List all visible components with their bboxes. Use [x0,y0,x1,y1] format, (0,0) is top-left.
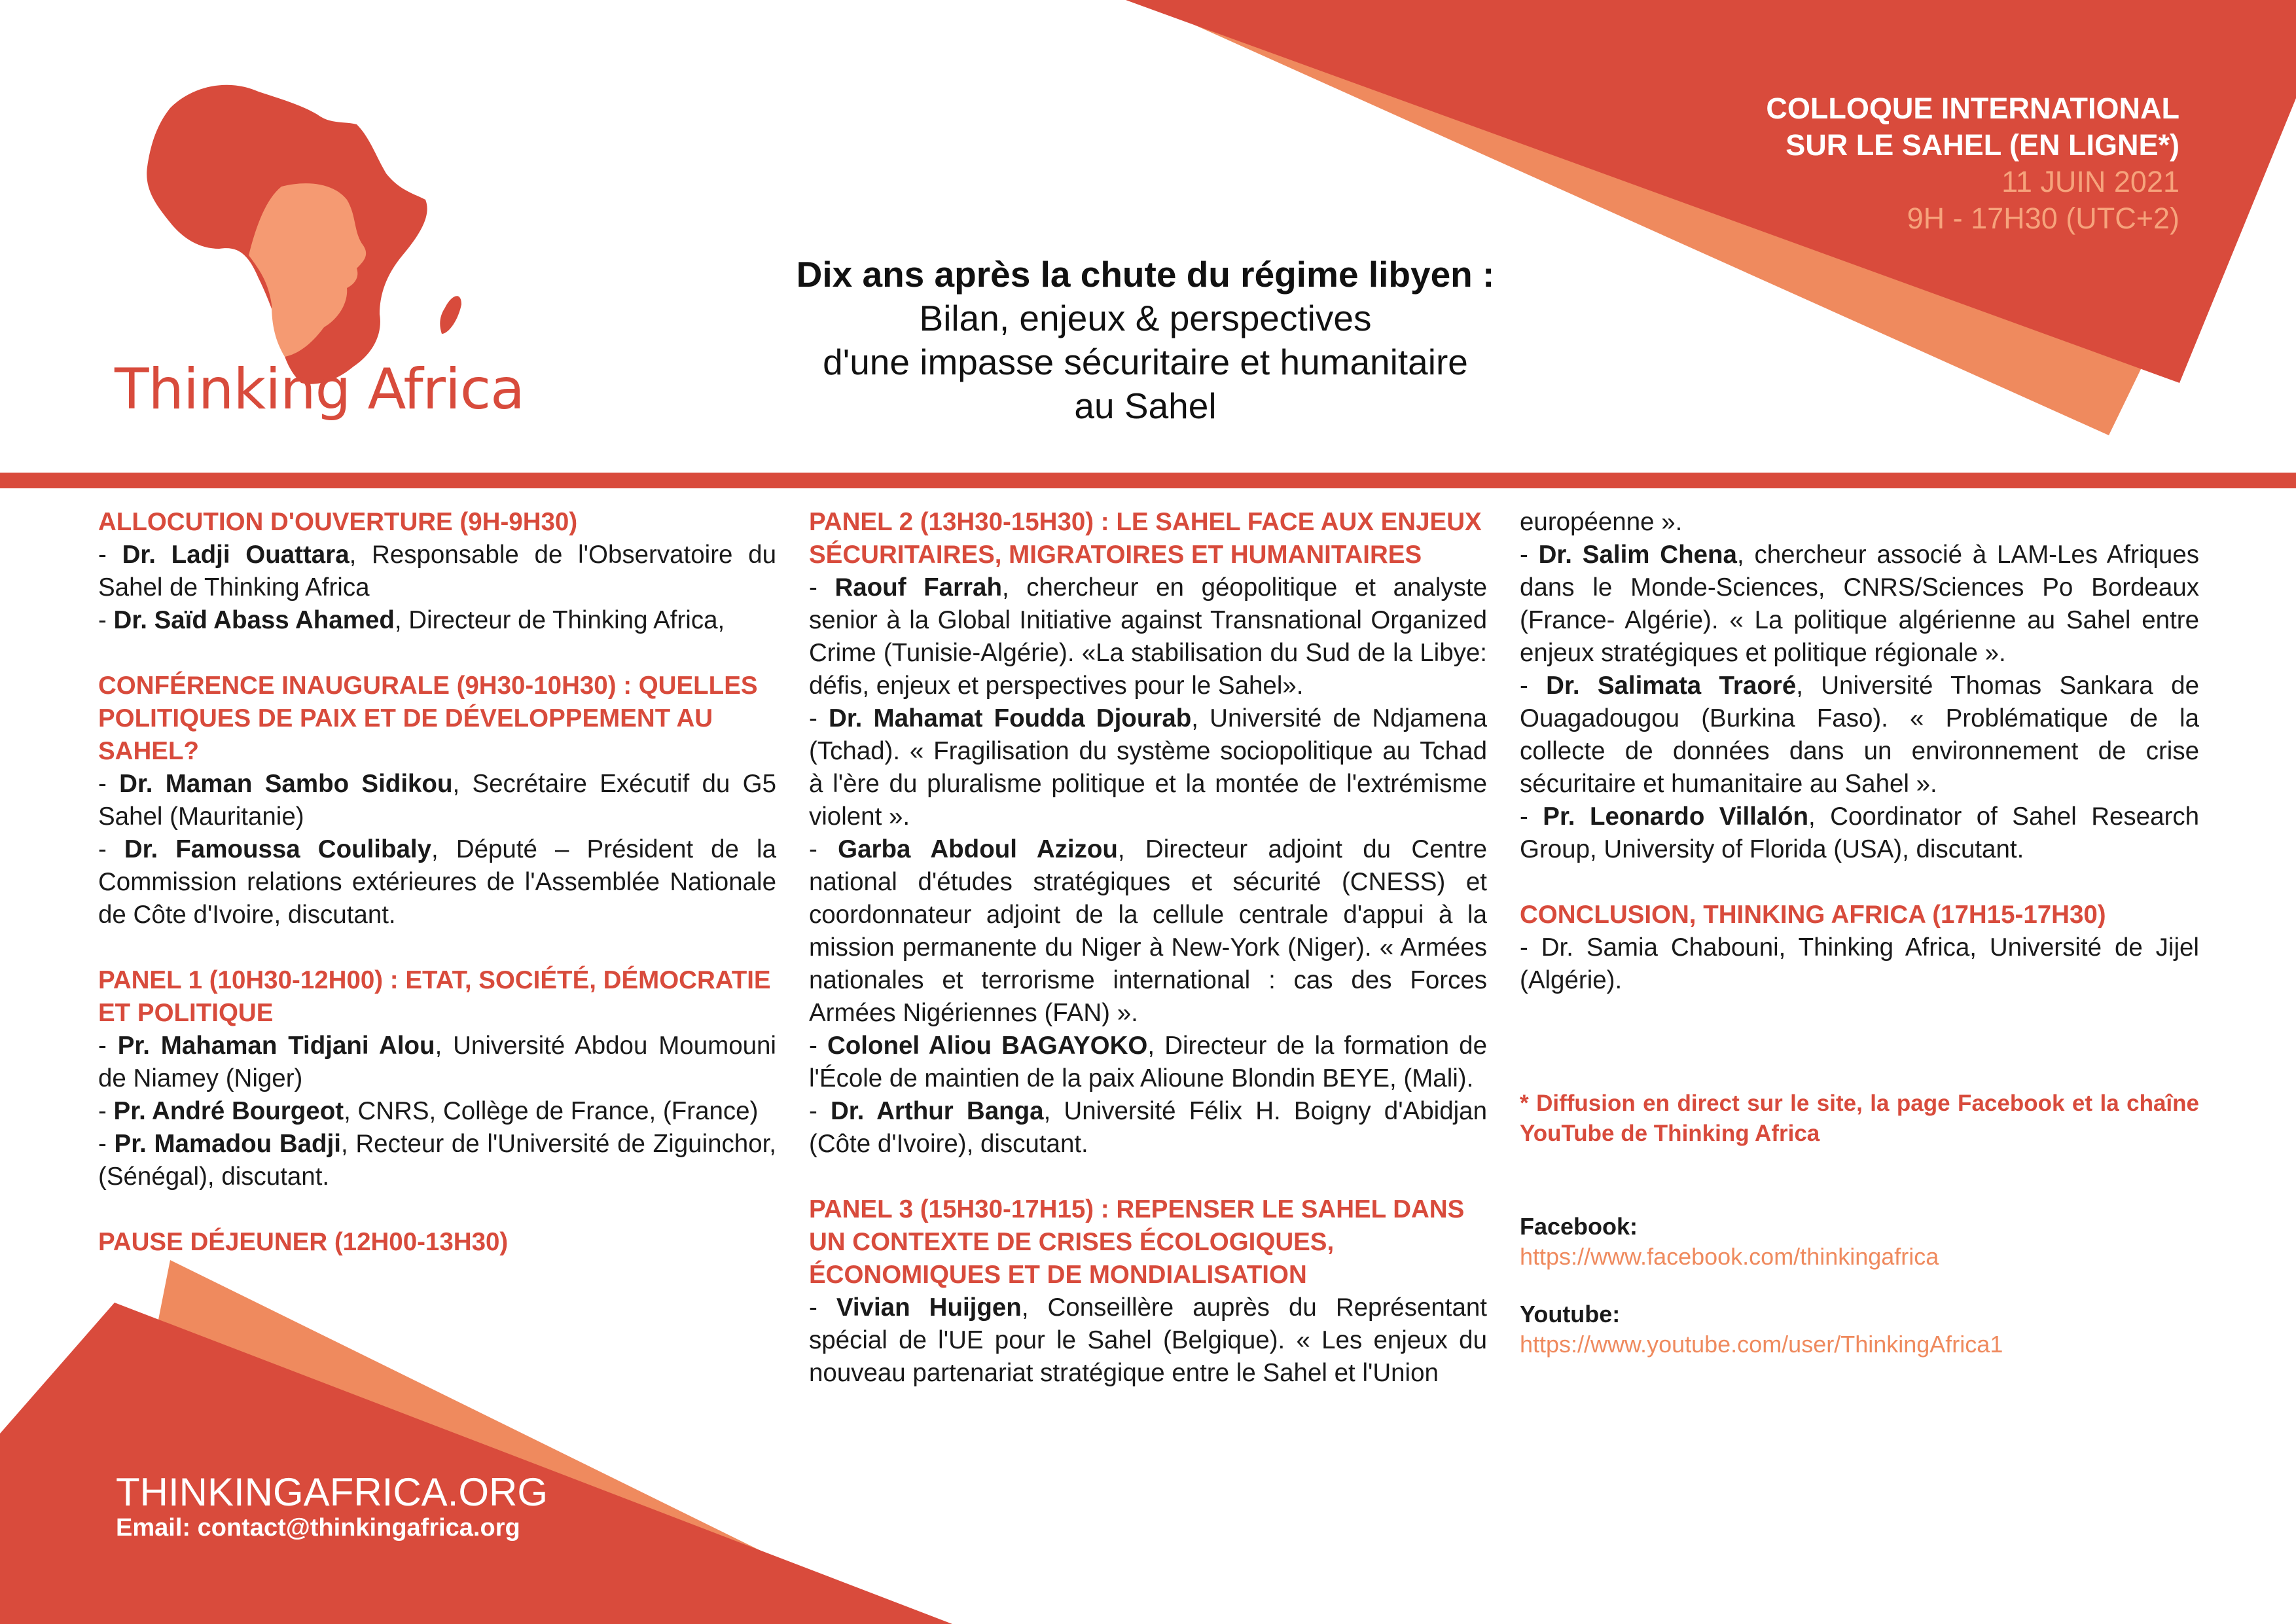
program-column-3 [1520,506,2199,1360]
facebook-link[interactable]: https://www.facebook.com/thinkingafrica [1520,1243,1939,1270]
speaker-details: , Recteur de l'Université de Ziguinchor, (Sénégal), discutant. [98,1130,776,1191]
program-column-1 [98,506,776,1259]
speaker-details: , Directeur adjoint du Centre national d'études stratégiques et sécurité (CNESS) et coordonnateur adjoint de la cellule centrale d'appui à la mission permanente du Niger à New-York (Niger). « Armées nationales et terrorisme international : cas des Forces Armées Nigériennes (FAN) ». [809,835,1487,1027]
speaker-name: Colonel Aliou BAGAYOKO [827,1032,1148,1060]
speaker-name: Pr. Mamadou Badji [114,1130,341,1158]
speaker-name: Dr. Arthur Banga [831,1097,1044,1125]
speaker-details: , Responsable de l'Observatoire du Sahel de Thinking Africa [98,541,776,602]
colloquium-title [655,253,1636,428]
section-heading: CONFÉRENCE INAUGURALE (9H30-10H30) : QUELLES POLITIQUES DE PAIX ET DE DÉVELOPPEMENT AU SAHEL? [98,672,758,765]
speaker-details: , CNRS, Collège de France, (France) [344,1097,759,1125]
speaker-entry: - Pr. André Bourgeot, CNRS, Collège de France, (France) [98,1097,759,1125]
speaker-details: , chercheur associé à LAM-Les Afriques dans le Monde-Sciences, CNRS/Sciences Po Bordeaux (France- Algérie). « La politique algérienne au Sahel entre enjeux stratégiques et politique régionale ». [1520,541,2199,667]
title-line-4: au Sahel [1074,386,1217,426]
speaker-details: , Université de Ndjamena (Tchad). « Fragilisation du système sociopolitique au Tchad à l'ère du pluralisme politique et la montée de l'extrémisme violent ». [809,704,1487,831]
broadcast-note: * Diffusion en direct sur le site, la page Facebook et la chaîne YouTube de Thinking Africa [1520,1091,2199,1146]
event-info [1766,90,2179,237]
youtube-link[interactable]: https://www.youtube.com/user/ThinkingAfrica1 [1520,1331,2003,1358]
brand-name: Thinking Africa [115,357,524,422]
speaker-details: , Député – Président de la Commission relations extérieures de l'Assemblée Nationale de Côte d'Ivoire, discutant. [98,835,776,929]
speaker-entry: - Pr. Mamadou Badji, Recteur de l'Université de Ziguinchor, (Sénégal), discutant. [98,1130,776,1191]
section-heading: PANEL 2 (13H30-15H30) : LE SAHEL FACE AUX ENJEUX SÉCURITAIRES, MIGRATOIRES ET HUMANITAIRES [809,508,1482,569]
speaker-details: , Secrétaire Exécutif du G5 Sahel (Mauritanie) [98,770,776,831]
speaker-name: Dr. Mahamat Foudda Djourab [829,704,1192,732]
speaker-name: Dr. Maman Sambo Sidikou [119,770,453,798]
facebook-label: Facebook: [1520,1213,1638,1240]
section-heading: ALLOCUTION D'OUVERTURE (9H-9H30) [98,508,578,536]
speaker-entry: - Dr. Saïd Abass Ahamed, Directeur de Thinking Africa, [98,606,725,634]
speaker-name: Pr. Mahaman Tidjani Alou [117,1032,435,1060]
speaker-entry: - Garba Abdoul Azizou, Directeur adjoint du Centre national d'études stratégiques et sécurité (CNESS) et coordonnateur adjoint de la cellule centrale d'appui à la mission permanente du Niger à New-York (Niger). « Armées nationales et terrorisme international : cas des Forces Armées Nigériennes (FAN) ». [809,835,1487,1027]
section-heading: PAUSE DÉJEUNER (12H00-13H30) [98,1228,509,1256]
continued-text: européenne ». [1520,508,1683,536]
speaker-name: Dr. Salimata Traoré [1546,672,1797,700]
speaker-entry: - Colonel Aliou BAGAYOKO, Directeur de la formation de l'École de maintien de la paix Alioune Blondin BEYE, (Mali). [809,1032,1487,1092]
speaker-details: , Directeur de Thinking Africa, [394,606,725,634]
speaker-details: , Conseillère auprès du Représentant spécial de l'UE pour le Sahel (Belgique). « Les enjeux du nouveau partenariat stratégique entre le Sahel et l'Union [809,1293,1487,1387]
speaker-name: Vivian Huijgen [836,1293,1022,1322]
speaker-entry: - Dr. Salim Chena, chercheur associé à LAM-Les Afriques dans le Monde-Sciences, CNRS/Sciences Po Bordeaux (France- Algérie). « La politique algérienne au Sahel entre enjeux stratégiques et politique régionale ». [1520,541,2199,667]
speaker-details: , Université Abdou Moumouni de Niamey (Niger) [98,1032,776,1092]
title-line-2: Bilan, enjeux & perspectives [919,298,1372,338]
speaker-details: , Coordinator of Sahel Research Group, University of Florida (USA), discutant. [1520,803,2199,863]
header-divider [0,473,2296,488]
speaker-details: , Université Thomas Sankara de Ouagadougou (Burkina Faso). « Problématique de la collecte de données dans un environnement de crise sécuritaire et humanitaire au Sahel ». [1520,672,2199,798]
speaker-entry: - Dr. Salimata Traoré, Université Thomas Sankara de Ouagadougou (Burkina Faso). « Problématique de la collecte de données dans un environnement de crise sécuritaire et humanitaire au Sahel ». [1520,672,2199,798]
contact-email[interactable]: Email: contact@thinkingafrica.org [116,1514,520,1542]
speaker-name: Dr. Ladji Ouattara [122,541,350,569]
speaker-details: , Directeur de la formation de l'École de maintien de la paix Alioune Blondin BEYE, (Mali). [809,1032,1487,1092]
speaker-entry: - Pr. Mahaman Tidjani Alou, Université Abdou Moumouni de Niamey (Niger) [98,1032,776,1092]
speaker-entry: - Dr. Famoussa Coulibaly, Député – Président de la Commission relations extérieures de l'Assemblée Nationale de Côte d'Ivoire, discutant. [98,835,776,929]
section-heading: PANEL 1 (10H30-12H00) : ETAT, SOCIÉTÉ, DÉMOCRATIE ET POLITIQUE [98,966,771,1027]
speaker-entry: - Dr. Mahamat Foudda Djourab, Université de Ndjamena (Tchad). « Fragilisation du système sociopolitique au Tchad à l'ère du pluralisme politique et la montée de l'extrémisme violent ». [809,704,1487,831]
speaker-entry: - Dr. Arthur Banga, Université Félix H. Boigny d'Abidjan (Côte d'Ivoire), discutant. [809,1097,1487,1158]
speaker-details: , chercheur en géopolitique et analyste senior à la Global Initiative against Transnational Organized Crime (Tunisie-Algérie). «La stabilisation du Sud de la Libye: défis, enjeux et perspectives pour le Sahel». [809,573,1487,700]
speaker-entry: - Dr. Maman Sambo Sidikou, Secrétaire Exécutif du G5 Sahel (Mauritanie) [98,770,776,831]
youtube-label: Youtube: [1520,1301,1621,1327]
speaker-entry: - Vivian Huijgen, Conseillère auprès du Représentant spécial de l'UE pour le Sahel (Belgique). « Les enjeux du nouveau partenariat stratégique entre le Sahel et l'Union [809,1293,1487,1387]
event-time: 9H - 17H30 (UTC+2) [1907,202,2179,235]
website-link[interactable]: THINKINGAFRICA.ORG [116,1470,548,1514]
speaker-name: Pr. André Bourgeot [113,1097,344,1125]
event-date: 11 JUIN 2021 [2001,165,2179,198]
title-line-3: d'une impasse sécuritaire et humanitaire [823,342,1468,382]
speaker-details: , Université Félix H. Boigny d'Abidjan (Côte d'Ivoire), discutant. [809,1097,1487,1158]
speaker-name: Dr. Salim Chena [1538,541,1737,569]
section-heading: PANEL 3 (15H30-17H15) : REPENSER LE SAHEL DANS UN CONTEXTE DE CRISES ÉCOLOGIQUES, ÉCONOMIQUES ET DE MONDIALISATION [809,1195,1465,1289]
speaker-name: Garba Abdoul Azizou [838,835,1118,863]
speaker-name: Pr. Leonardo Villalón [1543,803,1808,831]
speaker-entry: - Raouf Farrah, chercheur en géopolitique et analyste senior à la Global Initiative against Transnational Organized Crime (Tunisie-Algérie). «La stabilisation du Sud de la Libye: défis, enjeux et perspectives pour le Sahel». [809,573,1487,700]
event-line-2: SUR LE SAHEL (EN LIGNE*) [1785,128,2179,162]
program-column-2 [809,506,1487,1390]
event-line-1: COLLOQUE INTERNATIONAL [1766,92,2179,125]
title-line-1: Dix ans après la chute du régime libyen : [796,254,1495,295]
speaker-entry: - Dr. Samia Chabouni, Thinking Africa, Université de Jijel (Algérie). [1520,933,2199,994]
speaker-name: Dr. Famoussa Coulibaly [124,835,432,863]
speaker-name: Dr. Saïd Abass Ahamed [113,606,395,634]
section-heading: CONCLUSION, THINKING AFRICA (17H15-17H30) [1520,901,2106,929]
speaker-name: Raouf Farrah [834,573,1002,602]
speaker-entry: - Dr. Ladji Ouattara, Responsable de l'Observatoire du Sahel de Thinking Africa [98,541,776,602]
speaker-entry: - Pr. Leonardo Villalón, Coordinator of Sahel Research Group, University of Florida (USA), discutant. [1520,803,2199,863]
